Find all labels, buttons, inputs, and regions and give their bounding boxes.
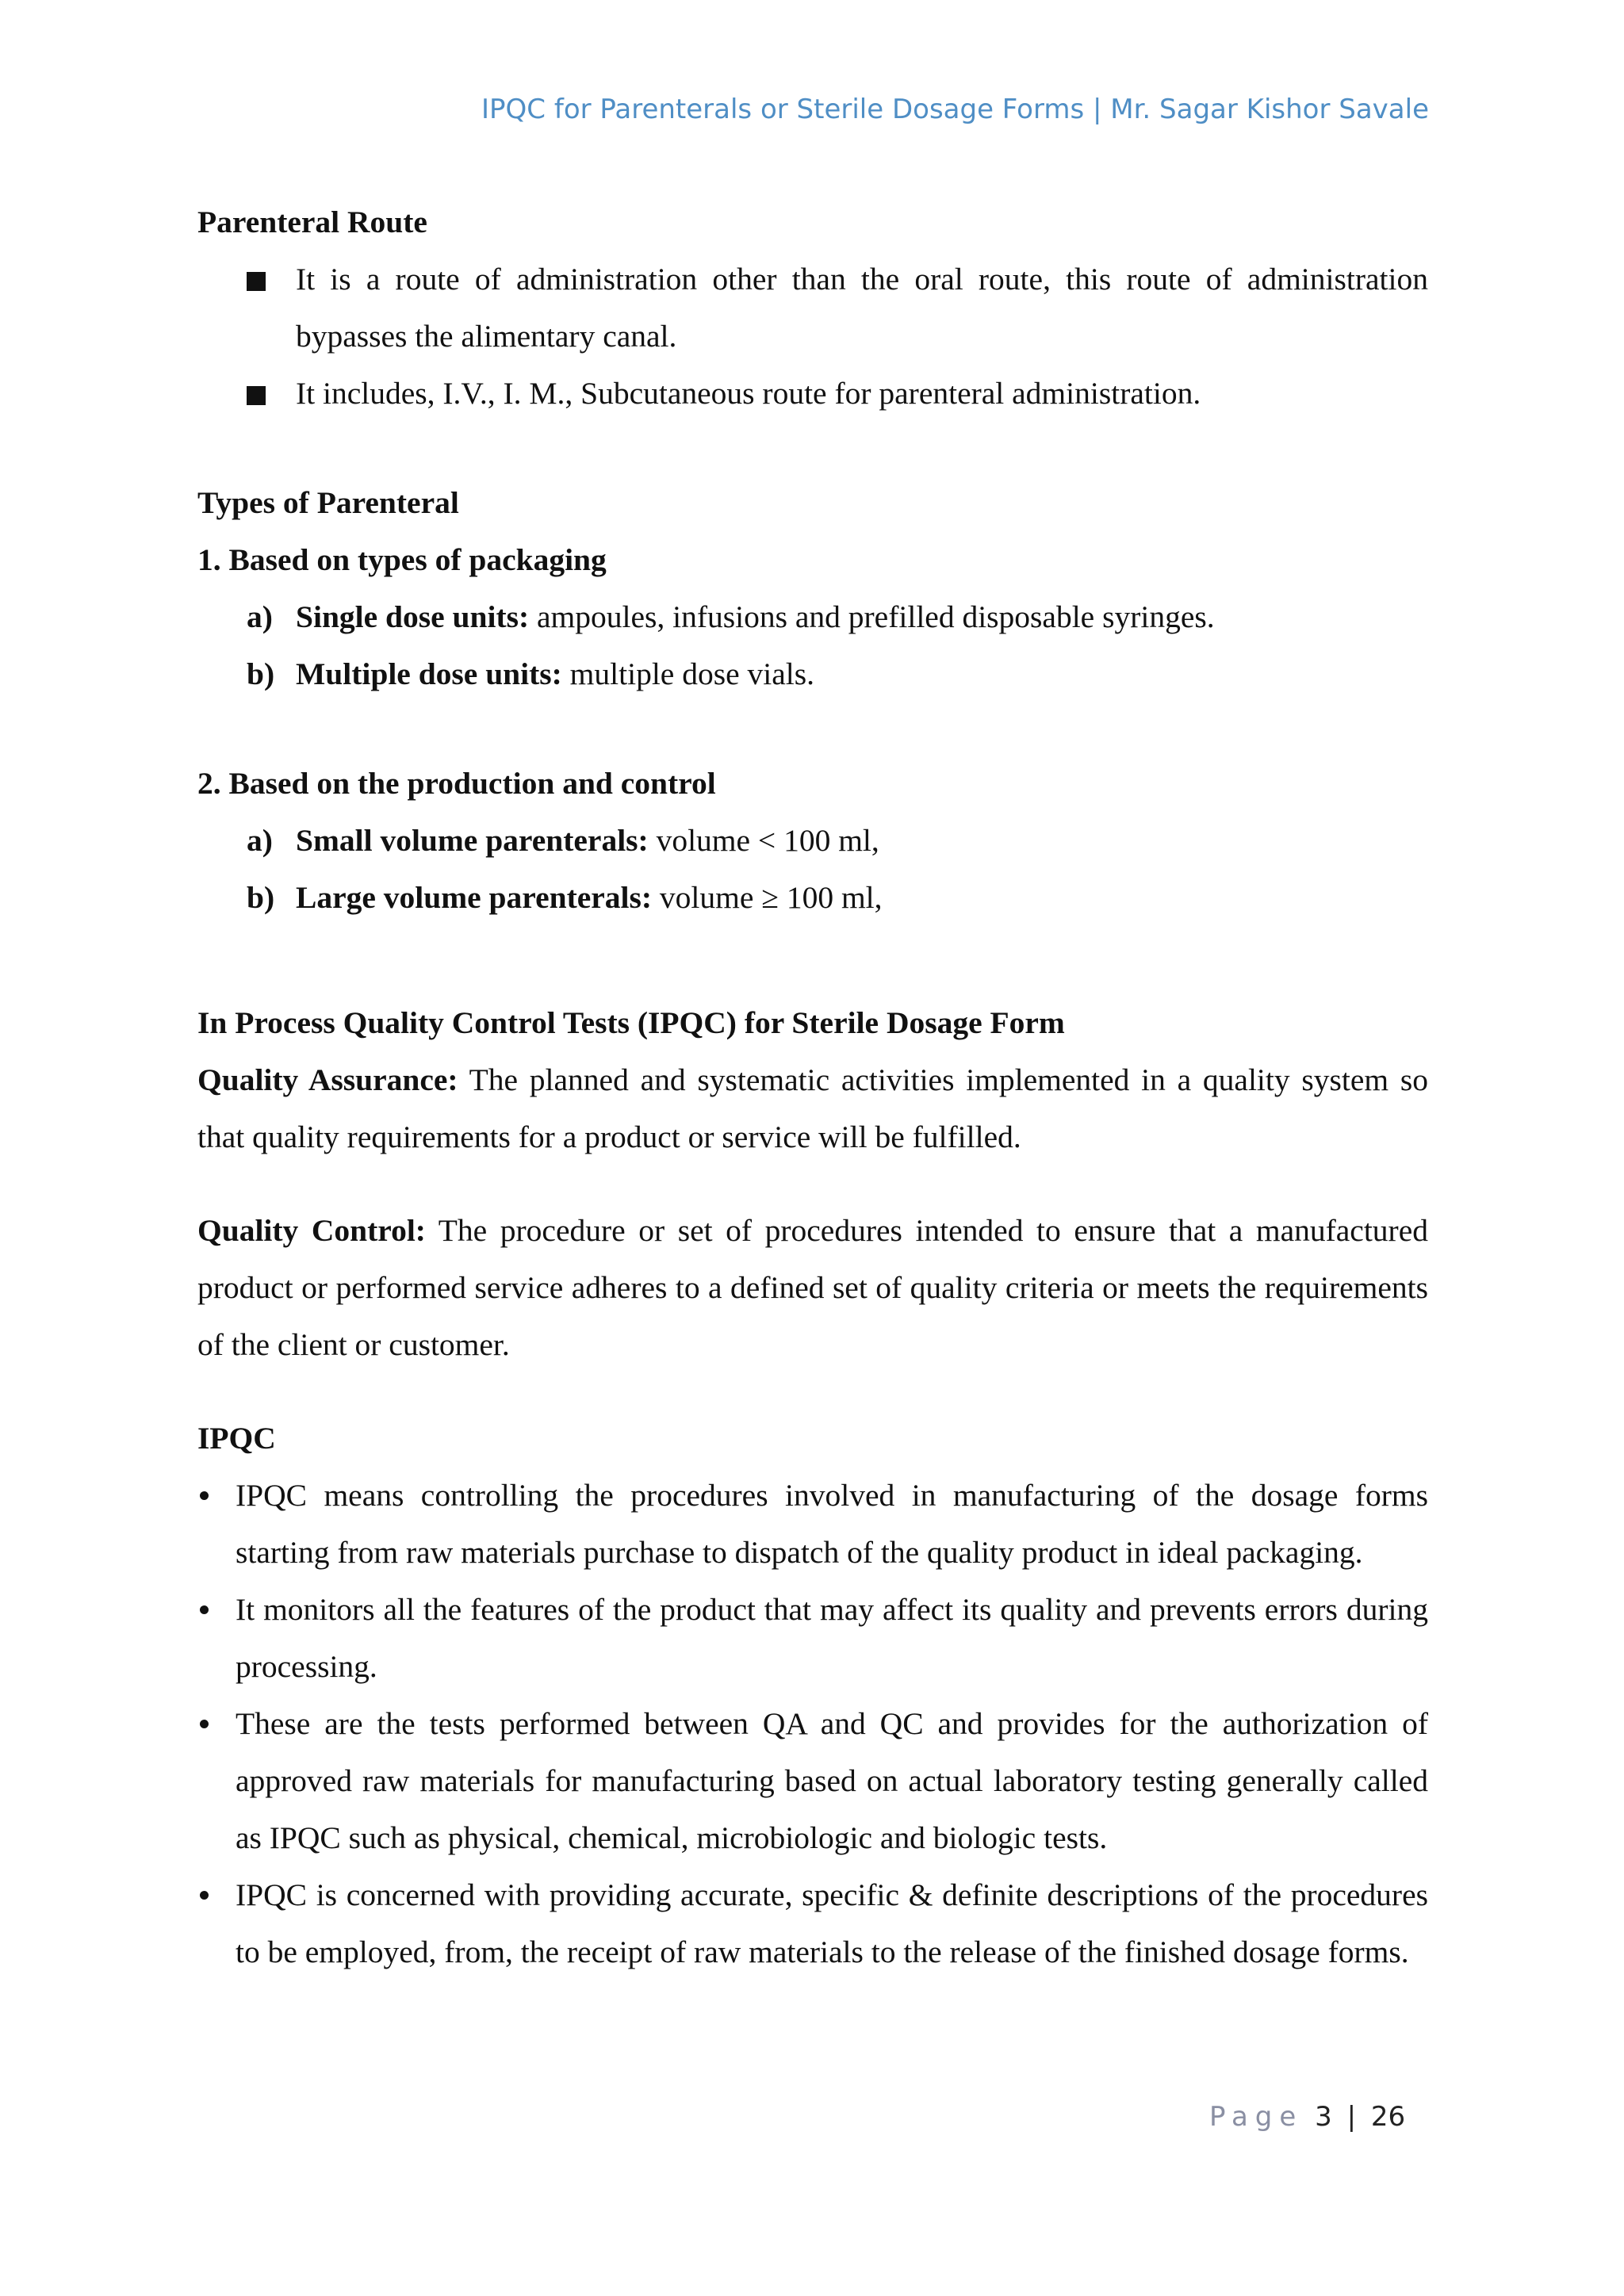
bullet-text: These are the tests performed between QA and QC and provides for the authorization of approved raw materials for manufacturing based on actual laboratory testing generally called as IPQC such as physical, chemical, microbiologic and biologic tests. (236, 1706, 1428, 1855)
list-term: Multiple dose units: (296, 656, 562, 691)
bullet-text: IPQC is concerned with providing accurate, specific & definite descriptions of the procedures to be employed, from, the receipt of raw materials to the release of the finished dosage forms. (236, 1877, 1428, 1969)
bullet-text: It includes, I.V., I. M., Subcutaneous route for parenteral administration. (296, 376, 1201, 411)
dot-bullet-item (197, 1467, 1428, 1581)
page-footer (1209, 2101, 1405, 2133)
list-marker: a) (247, 823, 273, 858)
bullet-text: IPQC means controlling the procedures involved in manufacturing of the dosage forms starting from raw materials purchase to dispatch of the quality product in ideal packaging. (236, 1478, 1428, 1570)
total-pages: 26 (1370, 2101, 1406, 2133)
qc-text: The procedure or set of procedures intended to ensure that a manufactured product or performed service adheres to a defined set of quality criteria or meets the requirements of the client or customer. (197, 1213, 1428, 1362)
page-number: 3 (1315, 2101, 1332, 2133)
bullet-text: It is a route of administration other than the oral route, this route of administration bypasses the alimentary canal. (296, 262, 1428, 354)
dot-bullet-icon (200, 1605, 209, 1614)
list-marker: b) (247, 880, 275, 915)
list-term: Single dose units: (296, 599, 530, 634)
list-text: volume < 100 ml, (648, 823, 879, 858)
section-heading-parenteral-route: Parenteral Route (197, 205, 427, 239)
qa-term: Quality Assurance: (197, 1062, 458, 1097)
section-heading-ipqc-tests: In Process Quality Control Tests (IPQC) for Sterile Dosage Form (197, 1005, 1065, 1040)
running-header: IPQC for Parenterals or Sterile Dosage Forms | Mr. Sagar Kishor Savale (481, 94, 1429, 125)
page-content (197, 193, 1428, 1980)
page-separator: | (1346, 2101, 1357, 2133)
alpha-list-item (197, 645, 1428, 702)
dot-bullet-item (197, 1695, 1428, 1866)
list-text: volume ≥ 100 ml, (652, 880, 883, 915)
dot-bullet-icon (200, 1491, 209, 1500)
square-bullet-item (197, 365, 1428, 422)
list-marker: a) (247, 599, 273, 634)
square-bullet-icon (247, 386, 266, 405)
dot-bullet-item (197, 1866, 1428, 1980)
subheading-packaging: 1. Based on types of packaging (197, 542, 607, 577)
quality-control-paragraph (197, 1202, 1428, 1373)
list-text: multiple dose vials. (561, 656, 814, 691)
alpha-list-item (197, 869, 1428, 926)
bullet-text: It monitors all the features of the product that may affect its quality and prevents errors during processing. (236, 1592, 1428, 1684)
list-term: Small volume parenterals: (296, 823, 649, 858)
subheading-production: 2. Based on the production and control (197, 766, 716, 801)
dot-bullet-icon (200, 1891, 209, 1900)
square-bullet-item (197, 251, 1428, 365)
dot-bullet-icon (200, 1720, 209, 1728)
section-heading-ipqc: IPQC (197, 1421, 276, 1456)
dot-bullet-item (197, 1581, 1428, 1695)
list-term: Large volume parenterals: (296, 880, 653, 915)
square-bullet-icon (247, 272, 266, 291)
alpha-list-item (197, 812, 1428, 869)
page-label: Page (1209, 2101, 1304, 2133)
quality-assurance-paragraph (197, 1051, 1428, 1165)
list-marker: b) (247, 656, 275, 691)
qa-text: The planned and systematic activities implemented in a quality system so that quality requirements for a product or service will be fulfilled. (197, 1062, 1428, 1154)
section-heading-types: Types of Parenteral (197, 485, 459, 520)
qc-term: Quality Control: (197, 1213, 426, 1248)
list-text: ampoules, infusions and prefilled disposable syringes. (529, 599, 1215, 634)
alpha-list-item (197, 588, 1428, 645)
